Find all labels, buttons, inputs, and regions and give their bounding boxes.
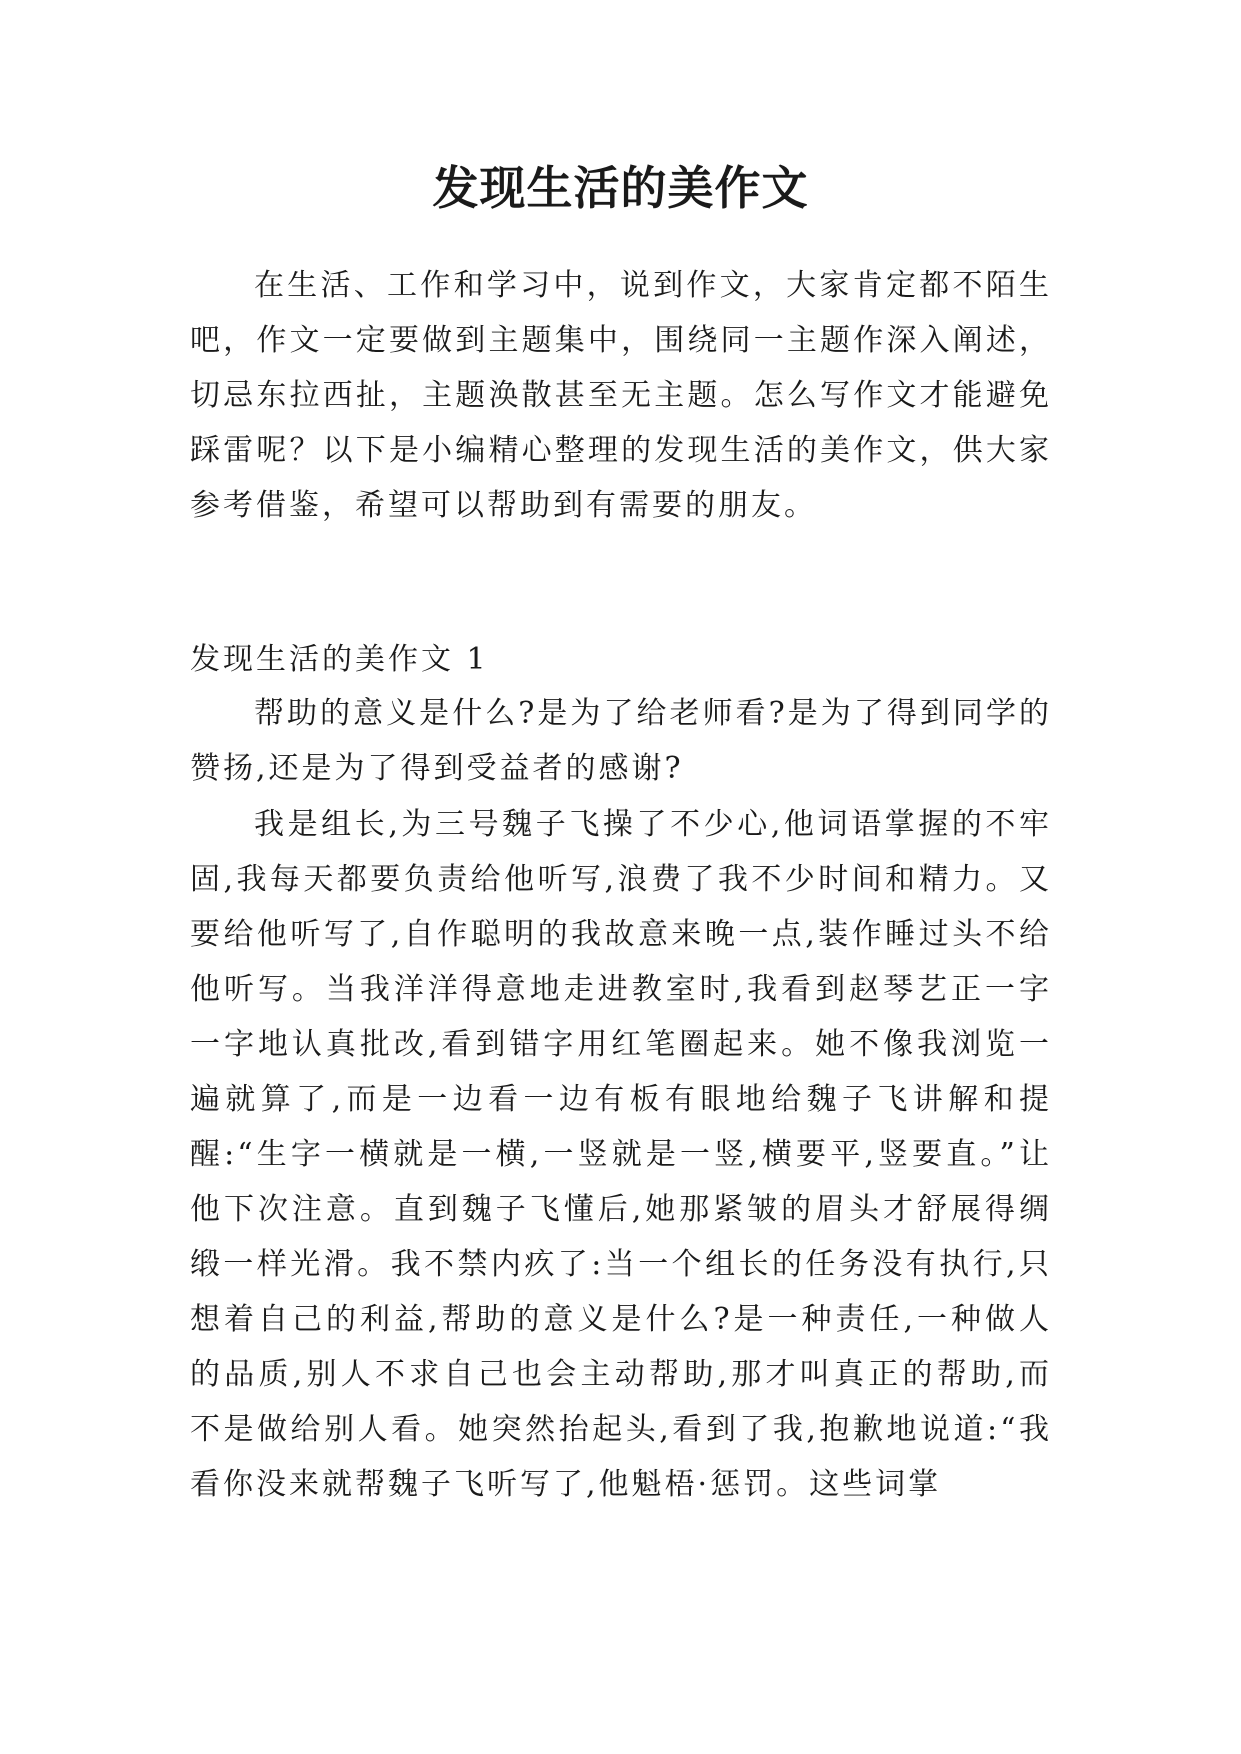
- body-paragraph: 我是组长,为三号魏子飞操了不少心,他词语掌握的不牢固,我每天都要负责给他听写,浪费了我不少时间和精力。又要给他听写了,自作聪明的我故意来晚一点,装作睡过头不给他听写。当我洋洋得意地走进教室时,我看到赵琴艺正一字一字地认真批改,看到错字用红笔圈起来。她不像我浏览一遍就算了,而是一边看一边有板有眼地给魏子飞讲解和提醒:“生字一横就是一横,一竖就是一竖,横要平,竖要直。”让他下次注意。直到魏子飞懂后,她那紧皱的眉头才舒展得绸缎一样光滑。我不禁内疚了:当一个组长的任务没有执行,只想着自己的利益,帮助的意义是什么?是一种责任,一种做人的品质,别人不求自己也会主动帮助,那才叫真正的帮助,而不是做给别人看。她突然抬起头,看到了我,抱歉地说道:“我看你没来就帮魏子飞听写了,他魁梧·惩罚。这些词掌: [190, 807, 1052, 1502]
- section-heading: 发现生活的美作文 1: [190, 642, 489, 677]
- document-title: 发现生活的美作文: [432, 161, 809, 215]
- body-paragraph: 帮助的意义是什么?是为了给老师看?是为了得到同学的赞扬,还是为了得到受益者的感谢?: [190, 696, 1052, 786]
- intro-paragraph: 在生活、工作和学习中，说到作文，大家肯定都不陌生吧，作文一定要做到主题集中，围绕同一主题作深入阐述，切忌东拉西扯，主题涣散甚至无主题。怎么写作文才能避免踩雷呢？以下是小编精心整理的发现生活的美作文，供大家参考借鉴，希望可以帮助到有需要的朋友。: [190, 268, 1052, 523]
